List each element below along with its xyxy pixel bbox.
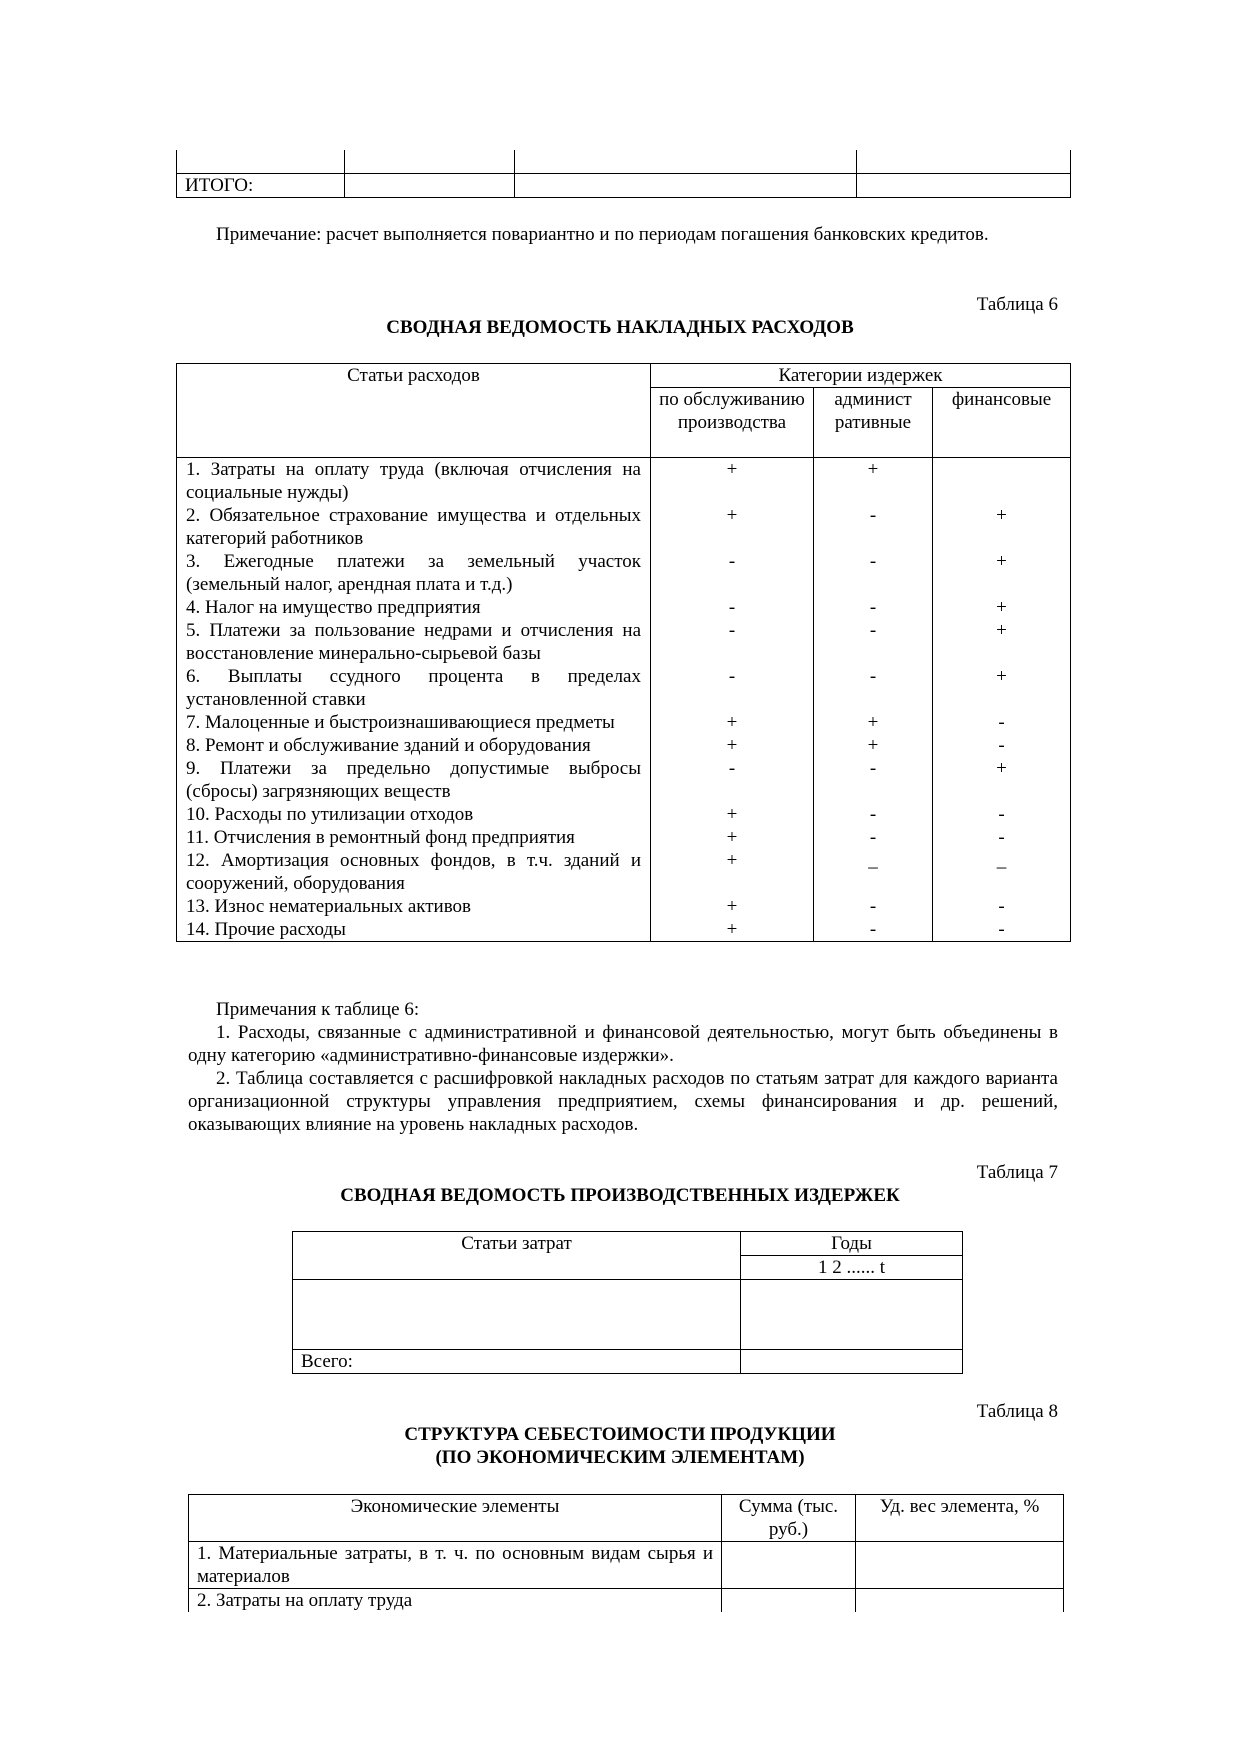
row-label: 12. Амортизация основных фондов, в т.ч. зданий и сооружений, оборудования (177, 849, 651, 895)
row-mark-2: - (814, 826, 933, 849)
table-row (177, 596, 1071, 619)
table7-number: Таблица 7 (976, 1162, 1058, 1183)
row-label: 10. Расходы по утилизации отходов (177, 803, 651, 826)
table8-fragment (188, 1494, 1064, 1612)
row-mark-3: + (933, 550, 1071, 596)
row-mark-1: + (651, 458, 814, 505)
table-row (177, 803, 1071, 826)
notes6-heading: Примечания к таблице 6: (216, 999, 420, 1020)
row-mark-2: _ (814, 849, 933, 895)
subheader-financial: финансовые (933, 388, 1071, 458)
table-row (177, 895, 1071, 918)
note-paragraph: Примечание: расчет выполняется повариантно и по периодам погашения банковских кредитов. (216, 224, 989, 245)
row-mark-1: + (651, 803, 814, 826)
row-mark-1: + (651, 849, 814, 895)
row-mark-1: + (651, 504, 814, 550)
table-row (177, 734, 1071, 757)
subheader-service: по обслуживанию производства (651, 388, 814, 458)
table6 (176, 363, 1071, 942)
header-years: Годы (741, 1232, 963, 1256)
row-label: 11. Отчисления в ремонтный фонд предприятия (177, 826, 651, 849)
table-cell (857, 174, 1071, 198)
table-cell (722, 1542, 856, 1589)
row-mark-3: + (933, 596, 1071, 619)
table6-number: Таблица 6 (976, 294, 1058, 315)
table-cell (345, 174, 515, 198)
table-cell (741, 1350, 963, 1374)
row-mark-3: + (933, 665, 1071, 711)
row-label: 14. Прочие расходы (177, 918, 651, 942)
row-mark-2: - (814, 895, 933, 918)
row-label: 7. Малоценные и быстроизнашивающиеся предметы (177, 711, 651, 734)
table-row (177, 665, 1071, 711)
total-label: ИТОГО: (177, 174, 345, 198)
row-label: 8. Ремонт и обслуживание зданий и оборудования (177, 734, 651, 757)
notes6-item-1: 1. Расходы, связанные с административной и финансовой деятельностью, могут быть объединены в одну категорию «административно-финансовые издержки». (188, 1022, 1058, 1066)
row-mark-1: + (651, 918, 814, 942)
header-sum: Сумма (тыс. руб.) (722, 1495, 856, 1542)
row-label: 9. Платежи за предельно допустимые выбросы (сбросы) загрязняющих веществ (177, 757, 651, 803)
header-elements: Экономические элементы (189, 1495, 722, 1542)
notes6-item-2: 2. Таблица составляется с расшифровкой накладных расходов по статьям затрат для каждого варианта организационной структуры управления предприятием, схемы финансирования и др. решений, оказывающих влияние на уровень накладных расходов. (188, 1068, 1058, 1135)
table-cell (177, 150, 345, 174)
row-mark-1: + (651, 711, 814, 734)
row-mark-1: - (651, 550, 814, 596)
row-mark-1: - (651, 596, 814, 619)
table-cell (741, 1280, 963, 1350)
table-cell (856, 1589, 1064, 1613)
row-mark-3: + (933, 504, 1071, 550)
header-items: Статьи расходов (177, 364, 651, 458)
row-label: 6. Выплаты ссудного процента в пределах установленной ставки (177, 665, 651, 711)
table-cell (857, 150, 1071, 174)
table-row (177, 619, 1071, 665)
header-items: Статьи затрат (293, 1232, 741, 1280)
header-share: Уд. вес элемента, % (856, 1495, 1064, 1542)
table-cell (515, 150, 857, 174)
row-mark-2: - (814, 757, 933, 803)
row-mark-1: + (651, 826, 814, 849)
row-label: 3. Ежегодные платежи за земельный участок (земельный налог, арендная плата и т.д.) (177, 550, 651, 596)
table-cell (722, 1589, 856, 1613)
row-mark-2: - (814, 619, 933, 665)
table7 (292, 1231, 963, 1374)
row-mark-3: - (933, 895, 1071, 918)
row-mark-2: - (814, 550, 933, 596)
row-mark-3 (933, 458, 1071, 505)
table6-title: СВОДНАЯ ВЕДОМОСТЬ НАКЛАДНЫХ РАСХОДОВ (386, 317, 854, 338)
row-mark-3: + (933, 619, 1071, 665)
subheader-admin: админист ративные (814, 388, 933, 458)
table-row (177, 504, 1071, 550)
table-cell (856, 1542, 1064, 1589)
table8-title-line1: СТРУКТУРА СЕБЕСТОИМОСТИ ПРОДУКЦИИ (404, 1424, 836, 1445)
table-row (177, 918, 1071, 942)
row-mark-3: _ (933, 849, 1071, 895)
years-subheader: 1 2 ...... t (741, 1256, 963, 1280)
row-mark-1: - (651, 665, 814, 711)
row-label: 5. Платежи за пользование недрами и отчисления на восстановление минерально-сырьевой базы (177, 619, 651, 665)
table-row (177, 550, 1071, 596)
top-table-fragment (176, 150, 1071, 198)
table-row-label: 2. Затраты на оплату труда (189, 1589, 722, 1613)
table-row (177, 849, 1071, 895)
row-mark-2: - (814, 504, 933, 550)
table-row (177, 711, 1071, 734)
row-mark-2: + (814, 711, 933, 734)
row-mark-1: + (651, 895, 814, 918)
table8-number: Таблица 8 (976, 1401, 1058, 1422)
row-mark-2: - (814, 596, 933, 619)
table-row (177, 757, 1071, 803)
row-label: 13. Износ нематериальных активов (177, 895, 651, 918)
table-cell (345, 150, 515, 174)
row-mark-2: - (814, 918, 933, 942)
row-mark-2: - (814, 803, 933, 826)
table-row (177, 458, 1071, 505)
table7-title: СВОДНАЯ ВЕДОМОСТЬ ПРОИЗВОДСТВЕННЫХ ИЗДЕРЖЕК (340, 1185, 900, 1206)
row-mark-3: - (933, 826, 1071, 849)
row-mark-2: + (814, 458, 933, 505)
row-mark-3: - (933, 803, 1071, 826)
row-label: 4. Налог на имущество предприятия (177, 596, 651, 619)
row-mark-3: - (933, 711, 1071, 734)
row-mark-2: + (814, 734, 933, 757)
table-cell (293, 1280, 741, 1350)
row-mark-1: + (651, 734, 814, 757)
table-row-label: 1. Материальные затраты, в т. ч. по основным видам сырья и материалов (189, 1542, 722, 1589)
row-mark-1: - (651, 619, 814, 665)
table8-title-line2: (ПО ЭКОНОМИЧЕСКИМ ЭЛЕМЕНТАМ) (435, 1447, 805, 1468)
row-label: 2. Обязательное страхование имущества и отдельных категорий работников (177, 504, 651, 550)
row-label: 1. Затраты на оплату труда (включая отчисления на социальные нужды) (177, 458, 651, 505)
row-mark-3: - (933, 918, 1071, 942)
total-label: Всего: (293, 1350, 741, 1374)
table-cell (515, 174, 857, 198)
row-mark-3: + (933, 757, 1071, 803)
row-mark-2: - (814, 665, 933, 711)
row-mark-1: - (651, 757, 814, 803)
row-mark-3: - (933, 734, 1071, 757)
header-categories: Категории издержек (651, 364, 1071, 388)
table-row (177, 826, 1071, 849)
